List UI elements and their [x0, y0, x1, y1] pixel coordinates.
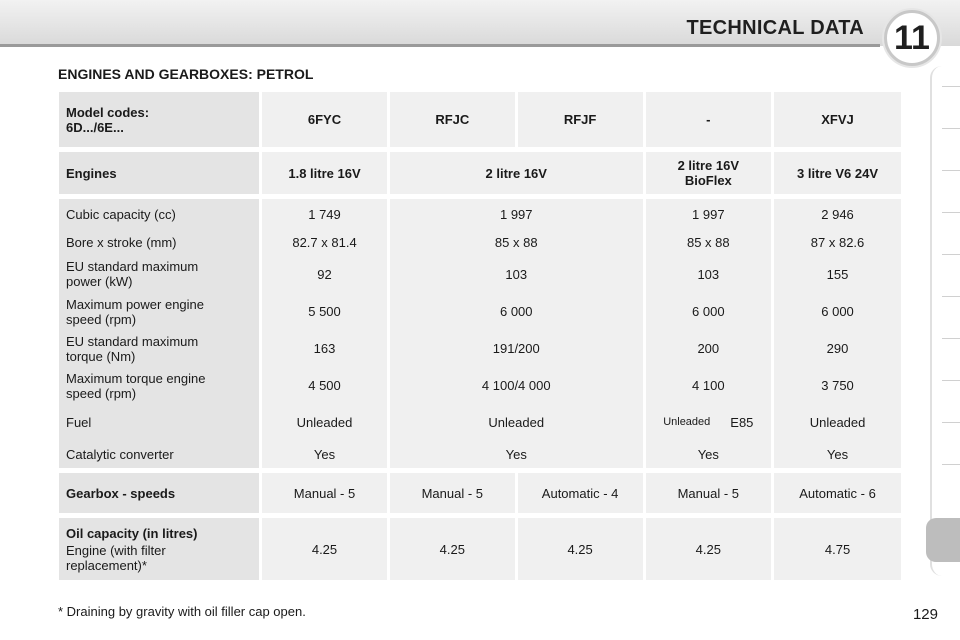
page-title: TECHNICAL DATA: [686, 17, 864, 39]
table-cell: 2 litre 16V BioFlex: [646, 152, 772, 194]
table-cell: 1 997: [646, 199, 772, 229]
row-label: Model codes: 6D.../6E...: [59, 92, 259, 147]
side-tab[interactable]: [942, 338, 960, 339]
row-label: EU standard maximum torque (Nm): [59, 330, 259, 367]
side-tab[interactable]: [942, 296, 960, 297]
table-cell: 191/200: [390, 330, 643, 367]
table-cell: 3 litre V6 24V: [774, 152, 901, 194]
side-tab[interactable]: [942, 422, 960, 423]
spec-row: [59, 229, 901, 255]
table-cell: 4 500: [262, 367, 387, 404]
table-cell: 155: [774, 255, 901, 293]
side-tab[interactable]: [942, 380, 960, 381]
table-cell: 87 x 82.6: [774, 229, 901, 255]
table-cell: 4.25: [390, 518, 515, 580]
table-cell: Yes: [390, 440, 643, 468]
chapter-badge: 11: [884, 10, 940, 66]
table-cell: 163: [262, 330, 387, 367]
side-tab[interactable]: [942, 254, 960, 255]
row-label: Maximum power engine speed (rpm): [59, 293, 259, 330]
row-label: Fuel: [59, 404, 259, 440]
row-label: EU standard maximum power (kW): [59, 255, 259, 293]
chapter-side-tabs: [930, 66, 960, 576]
table-cell: [646, 404, 772, 440]
table-cell: Manual - 5: [646, 473, 772, 513]
row-label: Cubic capacity (cc): [59, 199, 259, 229]
footnote: * Draining by gravity with oil filler cap open.: [58, 604, 306, 619]
engine-spec-table: [56, 92, 904, 580]
table-cell: Automatic - 4: [518, 473, 643, 513]
table-cell: 6 000: [390, 293, 643, 330]
table-cell: 103: [646, 255, 772, 293]
table-cell: Unleaded: [390, 404, 643, 440]
table-cell: RFJF: [518, 92, 643, 147]
table-cell: 5 500: [262, 293, 387, 330]
table-cell: 85 x 88: [646, 229, 772, 255]
table-cell: 4.25: [262, 518, 387, 580]
table-cell: 4.75: [774, 518, 901, 580]
table-cell: Unleaded: [262, 404, 387, 440]
fuel-value: E85: [730, 414, 754, 430]
row-label: Catalytic converter: [59, 440, 259, 468]
row-label: Bore x stroke (mm): [59, 229, 259, 255]
header-rule: [0, 44, 880, 47]
table-cell: XFVJ: [774, 92, 901, 147]
side-tab[interactable]: [942, 212, 960, 213]
row-label: Maximum torque engine speed (rpm): [59, 367, 259, 404]
row-label: Gearbox - speeds: [59, 473, 259, 513]
spec-row: [59, 330, 901, 367]
row-label: Oil capacity (in litres) Engine (with filter replacement)*: [59, 518, 259, 580]
table-cell: 4.25: [646, 518, 772, 580]
table-cell: 103: [390, 255, 643, 293]
spec-row: [59, 199, 901, 229]
fuel-value: Unleaded: [663, 416, 711, 428]
table-cell: Manual - 5: [262, 473, 387, 513]
spec-row: [59, 293, 901, 330]
gearbox-row: [59, 473, 901, 513]
model-codes-row: [59, 92, 901, 147]
table-cell: 4.25: [518, 518, 643, 580]
table-cell: 6FYC: [262, 92, 387, 147]
spec-row: [59, 367, 901, 404]
table-cell: Yes: [262, 440, 387, 468]
table-cell: Unleaded: [774, 404, 901, 440]
section-title: ENGINES AND GEARBOXES: PETROL: [58, 66, 314, 82]
table-cell: 290: [774, 330, 901, 367]
side-tab-active[interactable]: [926, 518, 960, 562]
side-tab[interactable]: [942, 128, 960, 129]
table-cell: 92: [262, 255, 387, 293]
oil-capacity-row: [59, 518, 901, 580]
table-cell: Yes: [774, 440, 901, 468]
side-tab[interactable]: [942, 464, 960, 465]
table-cell: -: [646, 92, 772, 147]
table-cell: 2 litre 16V: [390, 152, 643, 194]
table-cell: 85 x 88: [390, 229, 643, 255]
spec-row: [59, 255, 901, 293]
table-cell: RFJC: [390, 92, 515, 147]
engines-row: [59, 152, 901, 194]
table-cell: 6 000: [646, 293, 772, 330]
side-tab[interactable]: [942, 170, 960, 171]
page-number: 129: [912, 606, 938, 623]
table-cell: Automatic - 6: [774, 473, 901, 513]
table-cell: 2 946: [774, 199, 901, 229]
table-cell: 3 750: [774, 367, 901, 404]
fuel-row: [59, 404, 901, 440]
table-cell: 4 100/4 000: [390, 367, 643, 404]
table-cell: 4 100: [646, 367, 772, 404]
row-label: Engines: [59, 152, 259, 194]
table-cell: 1 997: [390, 199, 643, 229]
side-tab[interactable]: [942, 86, 960, 87]
table-cell: Manual - 5: [390, 473, 515, 513]
catalytic-row: [59, 440, 901, 468]
table-cell: 1 749: [262, 199, 387, 229]
table-cell: 200: [646, 330, 772, 367]
table-cell: 82.7 x 81.4: [262, 229, 387, 255]
table-cell: 1.8 litre 16V: [262, 152, 387, 194]
table-cell: Yes: [646, 440, 772, 468]
table-cell: 6 000: [774, 293, 901, 330]
